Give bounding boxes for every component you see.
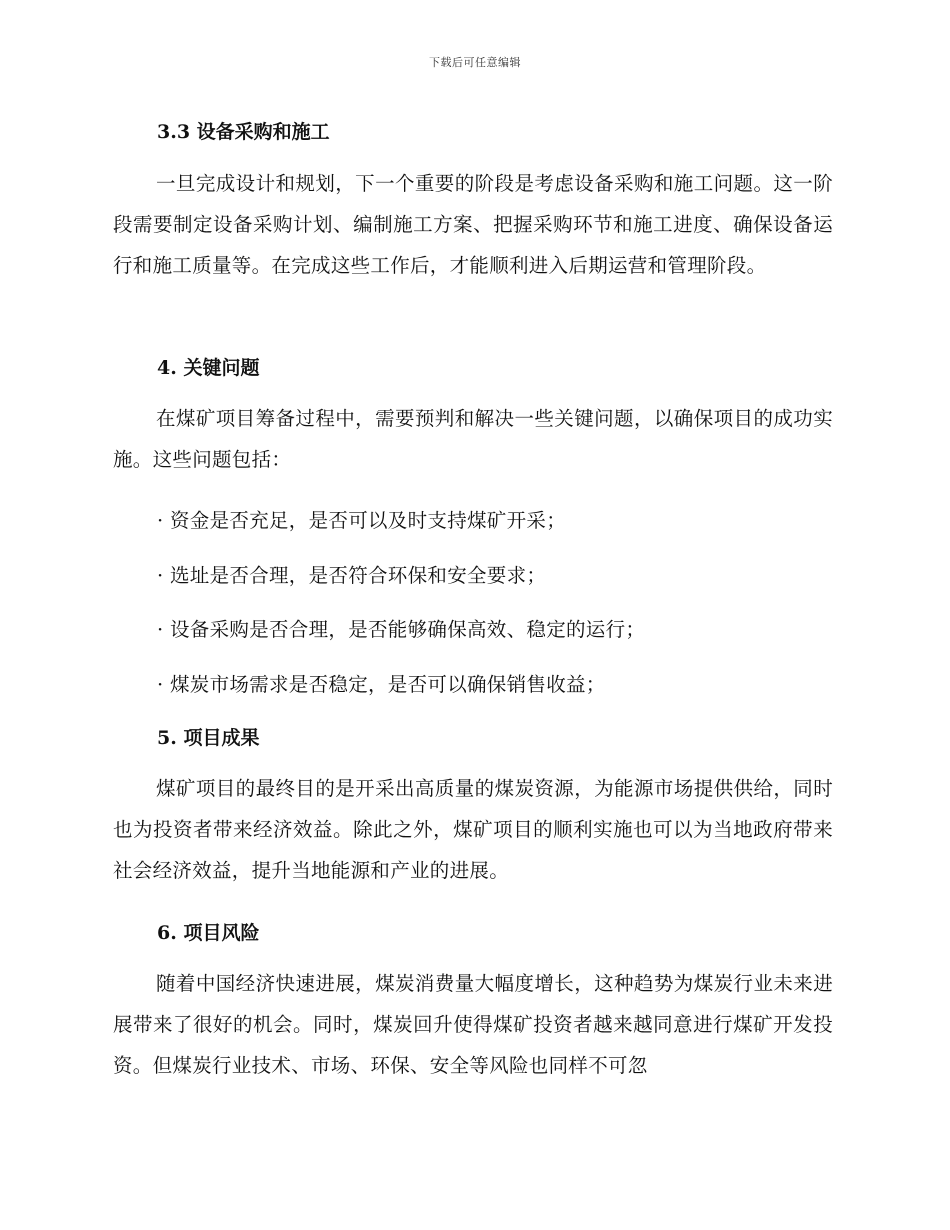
section-heading-4: 4. 关键问题	[157, 357, 260, 379]
section-paragraph-4: 在煤矿项目筹备过程中，需要预判和解决一些关键问题，以确保项目的成功实施。这些问题包括：	[113, 407, 833, 471]
section-heading-6: 6. 项目风险	[157, 922, 260, 944]
section-paragraph-6: 随着中国经济快速进展，煤炭消费量大幅度增长，这种趋势为煤炭行业未来进展带来了很好的机会。同时，煤炭回升使得煤矿投资者越来越同意进行煤矿开发投资。但煤炭行业技术、市场、环保、安全等风险也同样不可忽	[113, 972, 833, 1077]
section-heading-3-3: 3.3 设备采购和施工	[157, 121, 330, 143]
bullet-item-equipment: · 设备采购是否合理，是否能够确保高效、稳定的运行；	[157, 618, 646, 641]
section-heading-5: 5. 项目成果	[157, 727, 260, 749]
page-header: 下载后可任意编辑	[429, 56, 521, 69]
section-paragraph-3-3: 一旦完成设计和规划，下一个重要的阶段是考虑设备采购和施工问题。这一阶段需要制定设备采购计划、编制施工方案、把握采购环节和施工进度、确保设备运行和施工质量等。在完成这些工作后，才能顺利进入后期运营和管理阶段。	[113, 172, 833, 277]
section-paragraph-5: 煤矿项目的最终目的是开采出高质量的煤炭资源，为能源市场提供供给，同时也为投资者带来经济效益。除此之外，煤矿项目的顺利实施也可以为当地政府带来社会经济效益，提升当地能源和产业的进展。	[113, 777, 833, 882]
bullet-item-market-demand: · 煤炭市场需求是否稳定，是否可以确保销售收益；	[157, 673, 606, 696]
bullet-item-funding: · 资金是否充足，是否可以及时支持煤矿开采；	[157, 509, 566, 532]
bullet-item-site-selection: · 选址是否合理，是否符合环保和安全要求；	[157, 564, 547, 587]
